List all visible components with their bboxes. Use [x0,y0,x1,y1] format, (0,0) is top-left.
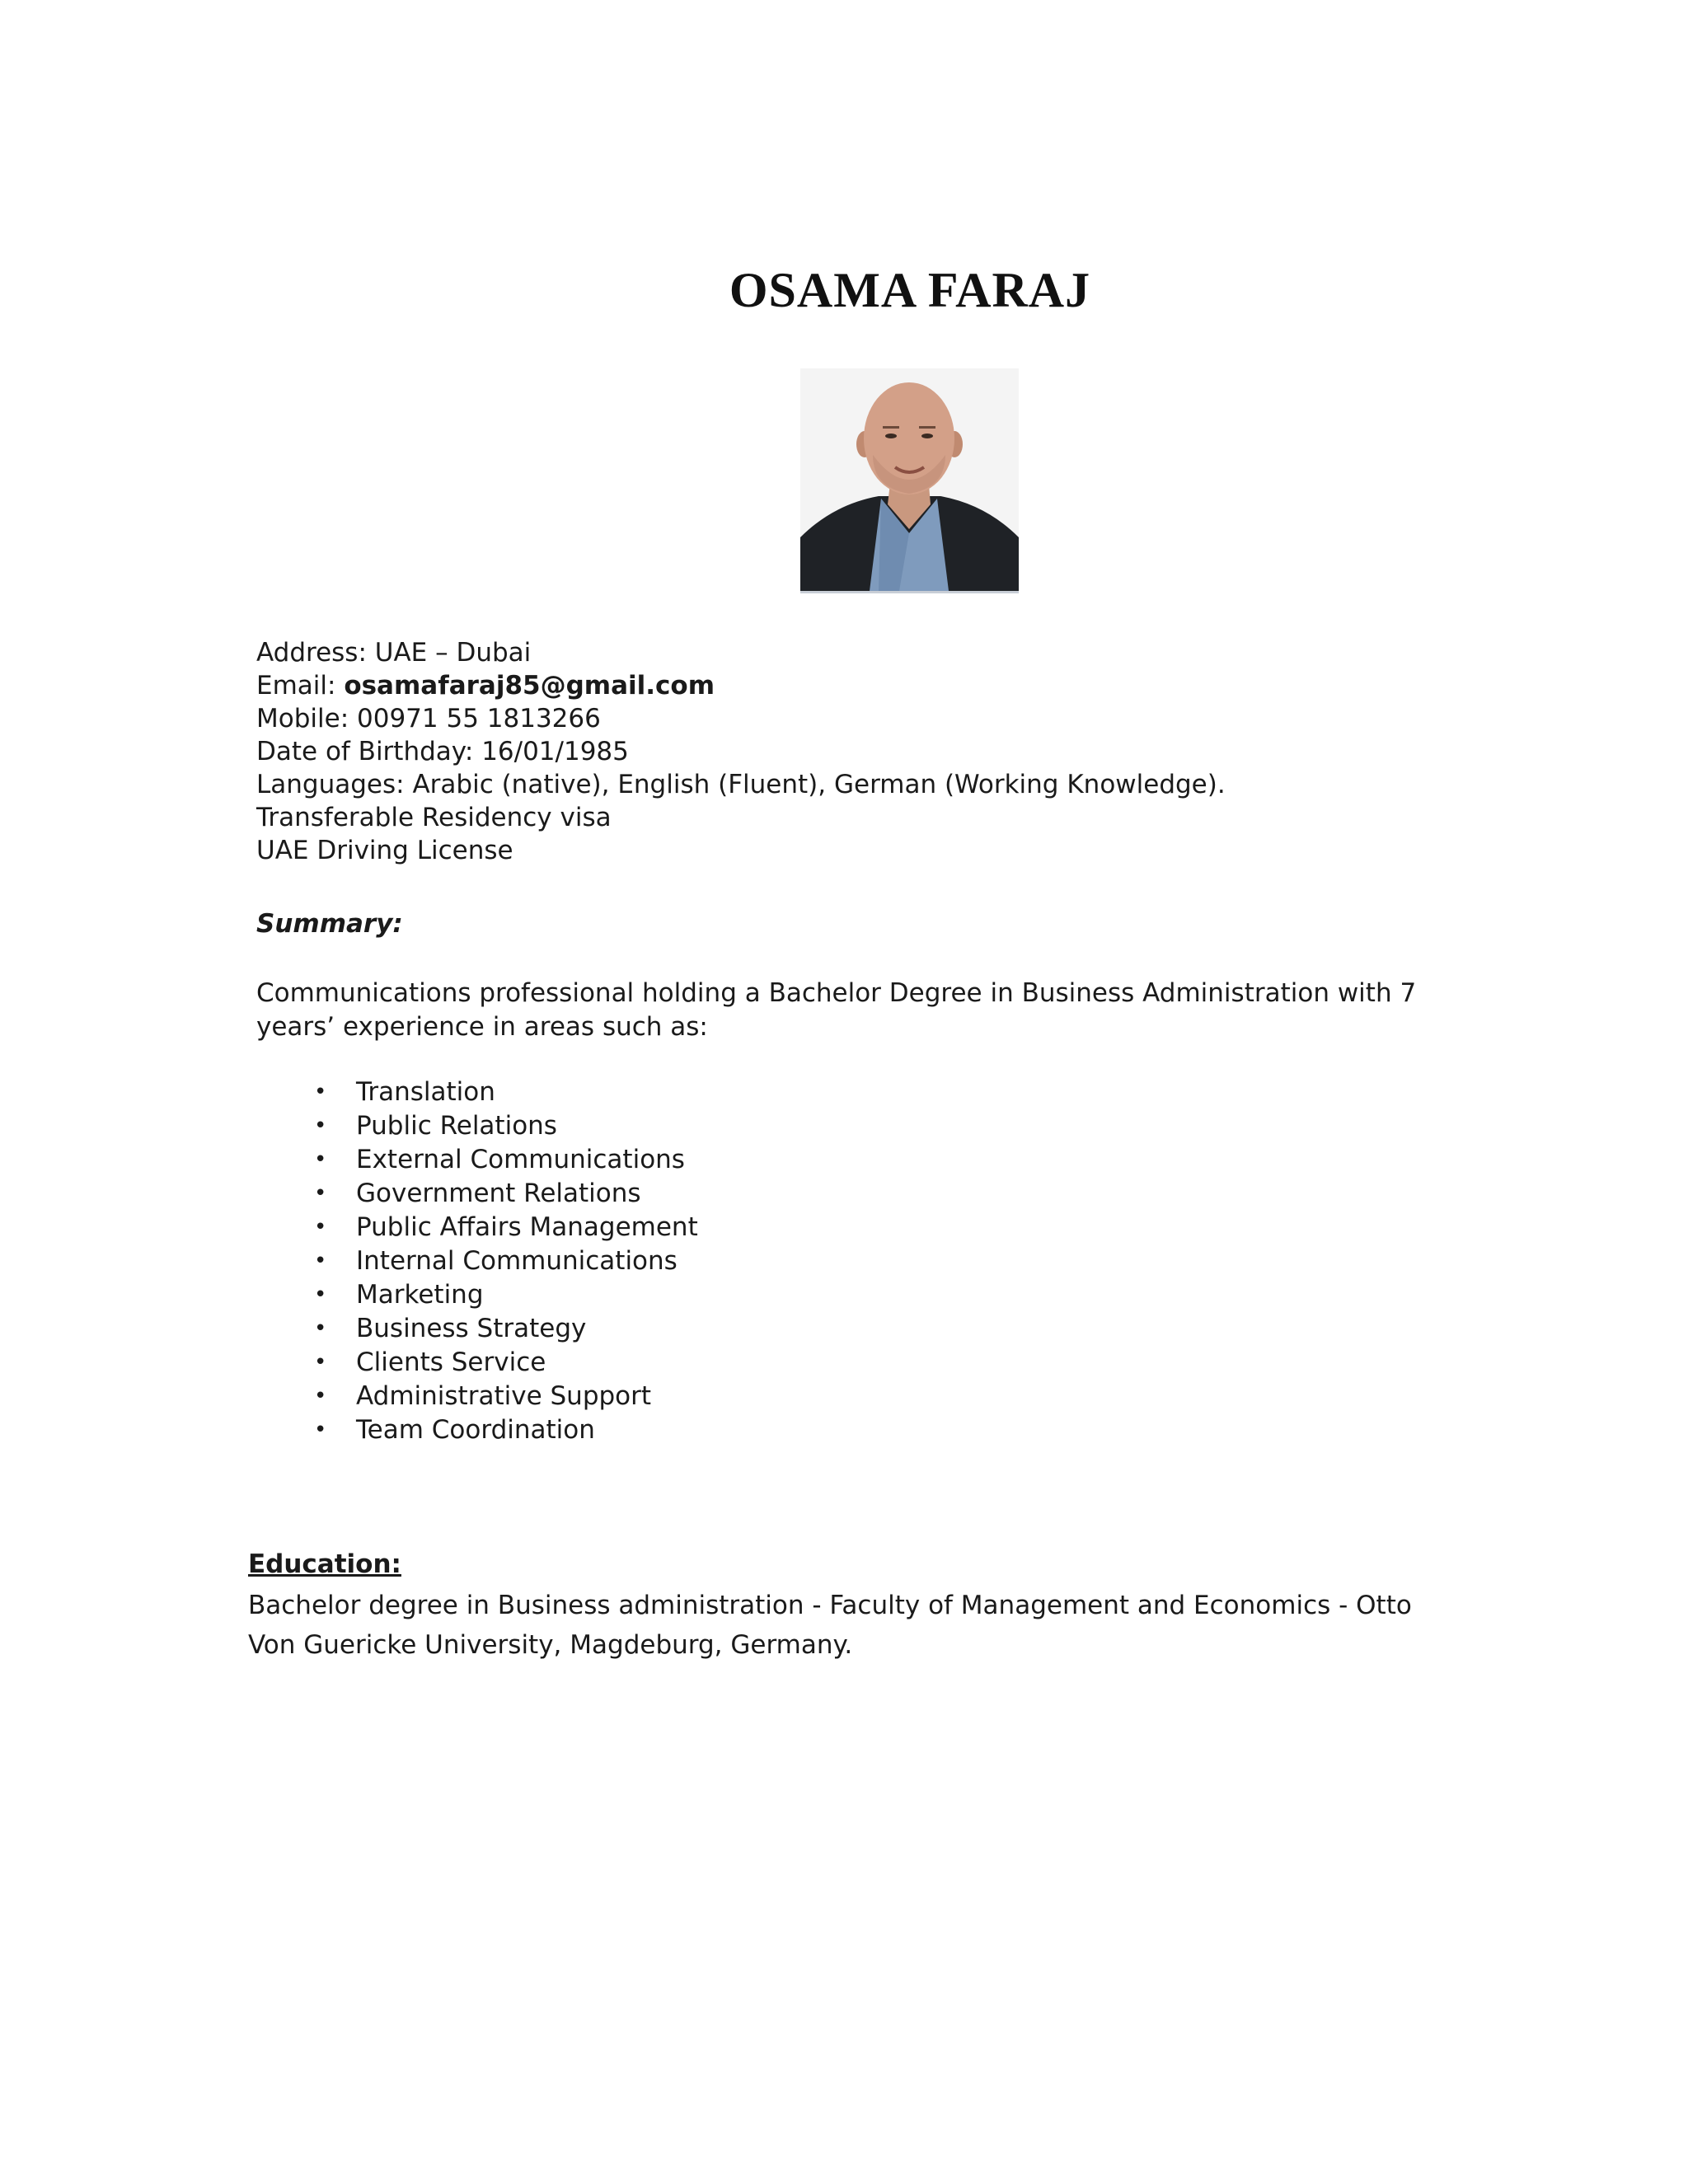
list-item: • Translation [256,1076,698,1109]
bullet-icon: • [314,1215,327,1240]
mobile-line [256,702,1226,735]
bullet-icon: • [314,1147,327,1172]
bullet-icon: • [314,1181,327,1206]
contact-details [256,636,1226,867]
languages-value: Arabic (native), English (Fluent), German (Working Knowledge). [412,770,1226,799]
list-item: • Public Affairs Management [256,1211,698,1244]
languages-label: Languages: [256,770,405,799]
list-item: • Clients Service [256,1346,698,1380]
email-label: Email: [256,671,336,701]
list-item: • Internal Communications [256,1244,698,1278]
mobile-label: Mobile: [256,704,349,733]
address-label: Address: [256,638,367,668]
address-line [256,636,1226,669]
birthday-line [256,735,1226,768]
bullet-icon: • [314,1080,327,1104]
education-text: Bachelor degree in Business administration - Faculty of Management and Economics - Otto Von Guericke University, Magdeburg, Germany. [248,1591,1412,1660]
bullet-icon: • [314,1249,327,1273]
email-line [256,669,1226,702]
list-item: • Government Relations [256,1177,698,1211]
list-item: • Marketing [256,1278,698,1312]
list-item: • Team Coordination [256,1413,698,1447]
list-item: • Administrative Support [256,1380,698,1413]
candidate-name: OSAMA FARAJ [729,263,1091,317]
visa-line: Transferable Residency visa [256,803,612,832]
address-value: UAE – Dubai [374,638,532,668]
bullet-icon: • [314,1113,327,1138]
bullet-icon: • [314,1282,327,1307]
list-item: • External Communications [256,1143,698,1177]
birthday-value: 16/01/1985 [481,737,629,766]
profile-photo [800,368,1019,593]
summary-heading: Summary: [256,909,403,939]
bullet-icon: • [314,1418,327,1442]
email-value[interactable]: osamafaraj85@gmail.com [344,671,715,701]
bullet-icon: • [314,1350,327,1375]
list-item: • Business Strategy [256,1312,698,1346]
bullet-icon: • [314,1316,327,1341]
bullet-icon: • [314,1384,327,1408]
education-heading: Education: [248,1549,401,1579]
list-item: • Public Relations [256,1109,698,1143]
summary-text: Communications professional holding a Bachelor Degree in Business Administration with 7 years’ experience in areas such as: [256,978,1417,1042]
languages-line [256,768,1226,801]
skills-list [256,1076,698,1447]
mobile-value: 00971 55 1813266 [357,704,601,733]
license-line: UAE Driving License [256,836,513,865]
birthday-label: Date of Birthday: [256,737,474,766]
